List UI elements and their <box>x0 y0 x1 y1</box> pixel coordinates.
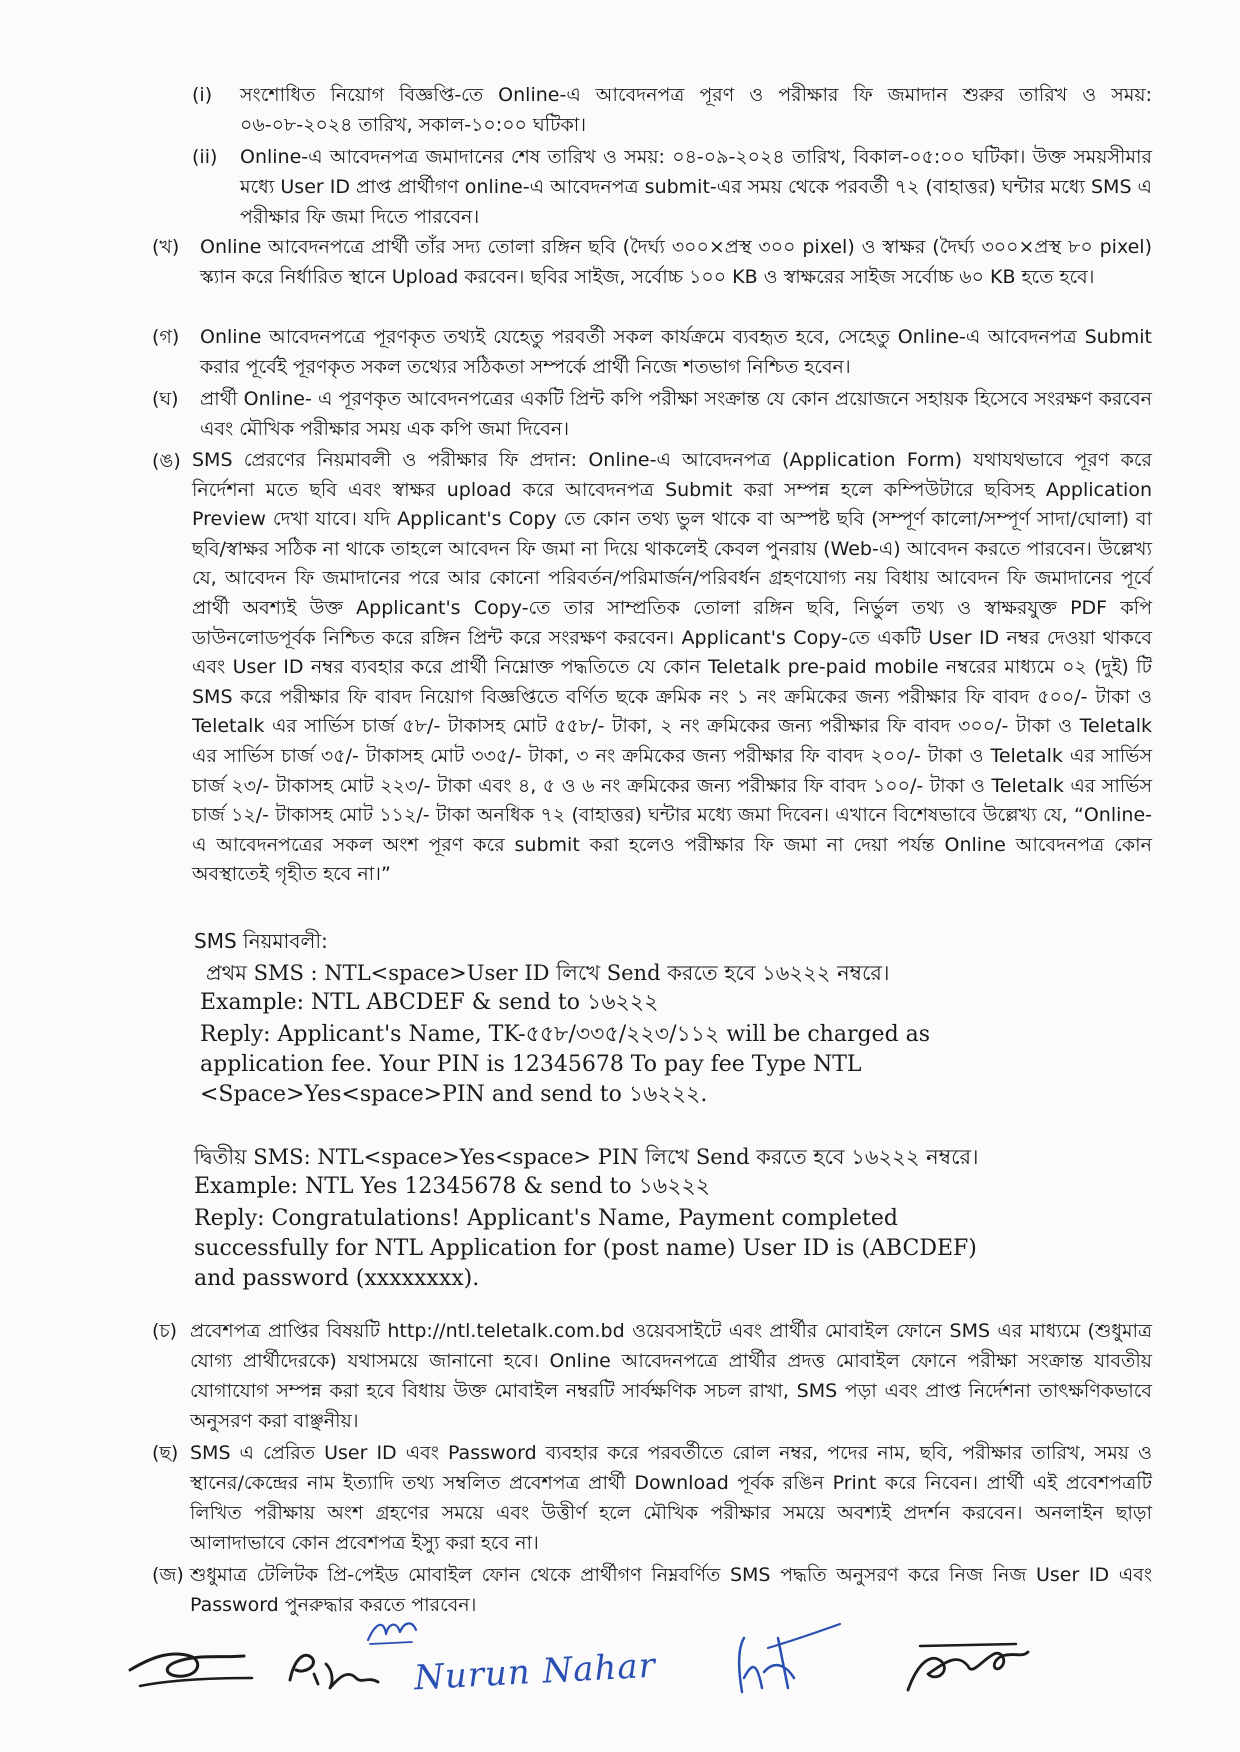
initial-mark <box>362 1614 422 1648</box>
item-marker: (ii) <box>192 146 218 168</box>
item-kha <box>152 232 1152 292</box>
item-cha <box>152 1316 1152 1436</box>
item-marker: (গ) <box>152 326 180 348</box>
item-marker: (ঘ) <box>152 388 179 410</box>
item-marker: (খ) <box>152 236 180 258</box>
item-ja <box>152 1560 1152 1620</box>
item-marker: (জ) <box>152 1564 184 1586</box>
item-text: প্রার্থী Online- এ পূরণকৃত আবেদনপত্রের একটি প্রিন্ট কপি পরীক্ষা সংক্রান্ত যে কোন প্রয়োজনে সহায়ক হিসেবে সংরক্ষণ করবেন এবং মৌখিক পরীক্ষার সময় এক কপি জমা দিবেন। <box>200 388 1152 440</box>
second-sms-example: Example: NTL Yes 12345678 & send to ১৬২২২ <box>194 1174 711 1199</box>
item-marker: (চ) <box>152 1320 178 1342</box>
item-text: সংশোধিত নিয়োগ বিজ্ঞপ্তি-তে Online-এ আবেদনপত্র পূরণ ও পরীক্ষার ফি জমাদান শুরুর তারিখ ও সময়: ০৬-০৮-২০২৪ তারিখ, সকাল-১০:০০ ঘটিকা। <box>240 84 1152 136</box>
first-sms-instruction: প্রথম SMS : NTL<space>User ID লিখে Send করতে হবে ১৬২২২ নম্বরে। <box>206 961 890 985</box>
item-text: শুধুমাত্র টেলিটক প্রি-পেইড মোবাইল ফোন থেকে প্রার্থীগণ নিম্নবর্ণিত SMS পদ্ধতি অনুসরণ করে নিজ নিজ User ID এবং Password পুনরুদ্ধার করতে পারবেন। <box>190 1564 1152 1616</box>
item-chha <box>152 1438 1152 1558</box>
item-ii <box>192 142 1152 232</box>
signature-2 <box>282 1640 392 1700</box>
item-marker: (ছ) <box>152 1442 179 1464</box>
item-i <box>192 80 1152 140</box>
first-sms-reply-line: application fee. Your PIN is 12345678 To pay fee Type NTL <box>200 1052 862 1077</box>
item-gha <box>152 384 1152 444</box>
second-sms-instruction: দ্বিতীয় SMS: NTL<space>Yes<space> PIN লিখে Send করতে হবে ১৬২২২ নম্বরে। <box>194 1145 979 1169</box>
item-text: Online আবেদনপত্রে প্রার্থী তাঁর সদ্য তোলা রঙ্গিন ছবি (দৈর্ঘ্য ৩০০×প্রস্থ ৩০০ pixel) ও স্বাক্ষর (দৈর্ঘ্য ৩০০×প্রস্থ ৮০ pixel) স্ক্যান করে নির্ধারিত স্থানে Upload করবেন। ছবির সাইজ, সর্বোচ্চ ১০০ KB ও স্বাক্ষরের সাইজ সর্বোচ্চ ৬০ KB হতে হবে। <box>200 236 1152 288</box>
first-sms-example: Example: NTL ABCDEF & send to ১৬২২২ <box>200 990 659 1015</box>
item-umo <box>152 446 1152 890</box>
item-text: Online আবেদনপত্রে পূরণকৃত তথ্যই যেহেতু পরবর্তী সকল কার্যক্রমে ব্যবহৃত হবে, সেহেতু Online-এ আবেদনপত্র Submit করার পূর্বেই পূরণকৃত সকল তথ্যের সঠিকতা সম্পর্কে প্রার্থী নিজে শতভাগ নিশ্চিত হবেন। <box>200 326 1152 378</box>
second-sms-reply-line: and password (xxxxxxxx). <box>194 1266 480 1291</box>
item-ga <box>152 322 1152 382</box>
first-sms-reply-line: <Space>Yes<space>PIN and send to ১৬২২২. <box>200 1082 708 1107</box>
item-text: Online-এ আবেদনপত্র জমাদানের শেষ তারিখ ও সময়: ০৪-০৯-২০২৪ তারিখ, বিকাল-০৫:০০ ঘটিকা। উক্ত সময়সীমার মধ্যে User ID প্রাপ্ত প্রার্থীগণ online-এ আবেদনপত্র submit-এর সময় থেকে পরবর্তী ৭২ (বাহাত্তর) ঘন্টার মধ্যে SMS এ পরীক্ষার ফি জমা দিতে পারবেন। <box>240 146 1152 228</box>
item-marker: (i) <box>192 84 213 106</box>
sms-rules-heading: SMS নিয়মাবলী: <box>194 929 328 953</box>
signature-nurun-nahar: Nurun Nahar <box>413 1645 657 1699</box>
second-sms-reply-line: Reply: Congratulations! Applicant's Name, Payment completed <box>194 1206 898 1231</box>
item-text: SMS প্রেরণের নিয়মাবলী ও পরীক্ষার ফি প্রদান: Online-এ আবেদনপত্র (Application Form) যথাযথভাবে পূরণ করে নির্দেশনা মতে ছবি এবং স্বাক্ষর upload করে আবেদনপত্র Submit করা সম্পন্ন হলে কম্পিউটারে ছবিসহ Application Preview দেখা যাবে। যদি Applicant's Copy তে কোন তথ্য ভুল থাকে বা অস্পষ্ট ছবি (সম্পূর্ণ কালো/সম্পূর্ণ সাদা/ঘোলা) বা ছবি/স্বাক্ষর সঠিক না থাকে তাহলে আবেদন ফি জমা না দিয়ে থাকলেই কেবল পুনরায় (Web-এ) আবেদন করতে পারবেন। উল্লেখ্য যে, আবেদন ফি জমাদানের পরে আর কোনো পরিবর্তন/পরিমার্জন/পরিবর্ধন গ্রহণযোগ্য নয় বিধায় আবেদন ফি জমাদানের পূর্বে প্রার্থী অবশ্যই উক্ত Applicant's Copy-তে তার সাম্প্রতিক তোলা রঙ্গিন ছবি, নির্ভুল তথ্য ও স্বাক্ষরযুক্ত PDF কপি ডাউনলোডপূর্বক নিশ্চিত করে রঙ্গিন প্রিন্ট করে সংরক্ষণ করবেন। Applicant's Copy-তে একটি User ID নম্বর দেওয়া থাকবে এবং User ID নম্বর ব্যবহার করে প্রার্থী নিম্নোক্ত পদ্ধতিতে যে কোন Teletalk pre-paid mobile নম্বরের মাধ্যমে ০২ (দুই) টি SMS করে পরীক্ষার ফি বাবদ নিয়োগ বিজ্ঞপ্তিতে বর্ণিত ছকে ক্রমিক নং ১ নং ক্রমিকের জন্য পরীক্ষার ফি বাবদ ৫০০/- টাকা ও Teletalk এর সার্ভিস চার্জ ৫৮/- টাকাসহ মোট ৫৫৮/- টাকা, ২ নং ক্রমিকের জন্য পরীক্ষার ফি বাবদ ৩০০/- টাকা ও Teletalk এর সার্ভিস চার্জ ৩৫/- টাকাসহ মোট ৩৩৫/- টাকা, ৩ নং ক্রমিকের জন্য পরীক্ষার ফি বাবদ ২০০/- টাকা ও Teletalk এর সার্ভিস চার্জ ২৩/- টাকাসহ মোট ২২৩/- টাকা এবং ৪, ৫ ও ৬ নং ক্রমিকের জন্য পরীক্ষার ফি বাবদ ১০০/- টাকা ও Teletalk এর সার্ভিস চার্জ ১২/- টাকাসহ মোট ১১২/- টাকা অনধিক ৭২ (বাহাত্তর) ঘন্টার মধ্যে জমা দিবেন। এখানে বিশেষভাবে উল্লেখ্য যে, “Online-এ আবেদনপত্রের সকল অংশ পূরণ করে submit করা হলেও পরীক্ষার ফি জমা না দেয়া পর্যন্ত Online আবেদনপত্র কোন অবস্থাতেই গৃহীত হবে না।” <box>192 449 1152 886</box>
item-text: প্রবেশপত্র প্রাপ্তির বিষয়টি http://ntl.teletalk.com.bd ওয়েবসাইটে এবং প্রার্থীর মোবাইল ফোনে SMS এর মাধ্যমে (শুধুমাত্র যোগ্য প্রার্থীদেরকে) যথাসময়ে জানানো হবে। Online আবেদনপত্রে প্রার্থীর প্রদত্ত মোবাইল ফোনে পরীক্ষা সংক্রান্ত যাবতীয় যোগাযোগ সম্পন্ন করা হবে বিধায় উক্ত মোবাইল নম্বরটি সার্বক্ষণিক সচল রাখা, SMS পড়া এবং প্রাপ্ত নির্দেশনা তাৎক্ষণিকভাবে অনুসরণ করা বাঞ্ছনীয়। <box>190 1320 1152 1432</box>
item-text: SMS এ প্রেরিত User ID এবং Password ব্যবহার করে পরবর্তীতে রোল নম্বর, পদের নাম, ছবি, পরীক্ষার তারিখ, সময় ও স্থানের/কেন্দ্রের নাম ইত্যাদি তথ্য সম্বলিত প্রবেশপত্র প্রার্থী Download পূর্বক রঙিন Print করে নিবেন। প্রার্থী এই প্রবেশপত্রটি লিখিত পরীক্ষায় অংশ গ্রহণের সময়ে এবং উত্তীর্ণ হলে মৌখিক পরীক্ষার সময়ে অবশ্যই প্রদর্শন করবেন। অনলাইন ছাড়া আলাদাভাবে কোন প্রবেশপত্র ইস্যু করা হবে না। <box>190 1442 1152 1554</box>
signature-4 <box>728 1618 848 1708</box>
second-sms-reply-line: successfully for NTL Application for (post name) User ID is (ABCDEF) <box>194 1236 977 1261</box>
item-marker: (ঙ) <box>152 450 181 472</box>
signature-5 <box>898 1632 1038 1702</box>
first-sms-reply-line: Reply: Applicant's Name, TK-৫৫৮/৩৩৫/২২৩/১১২ will be charged as <box>200 1022 931 1047</box>
signature-1 <box>120 1628 260 1698</box>
